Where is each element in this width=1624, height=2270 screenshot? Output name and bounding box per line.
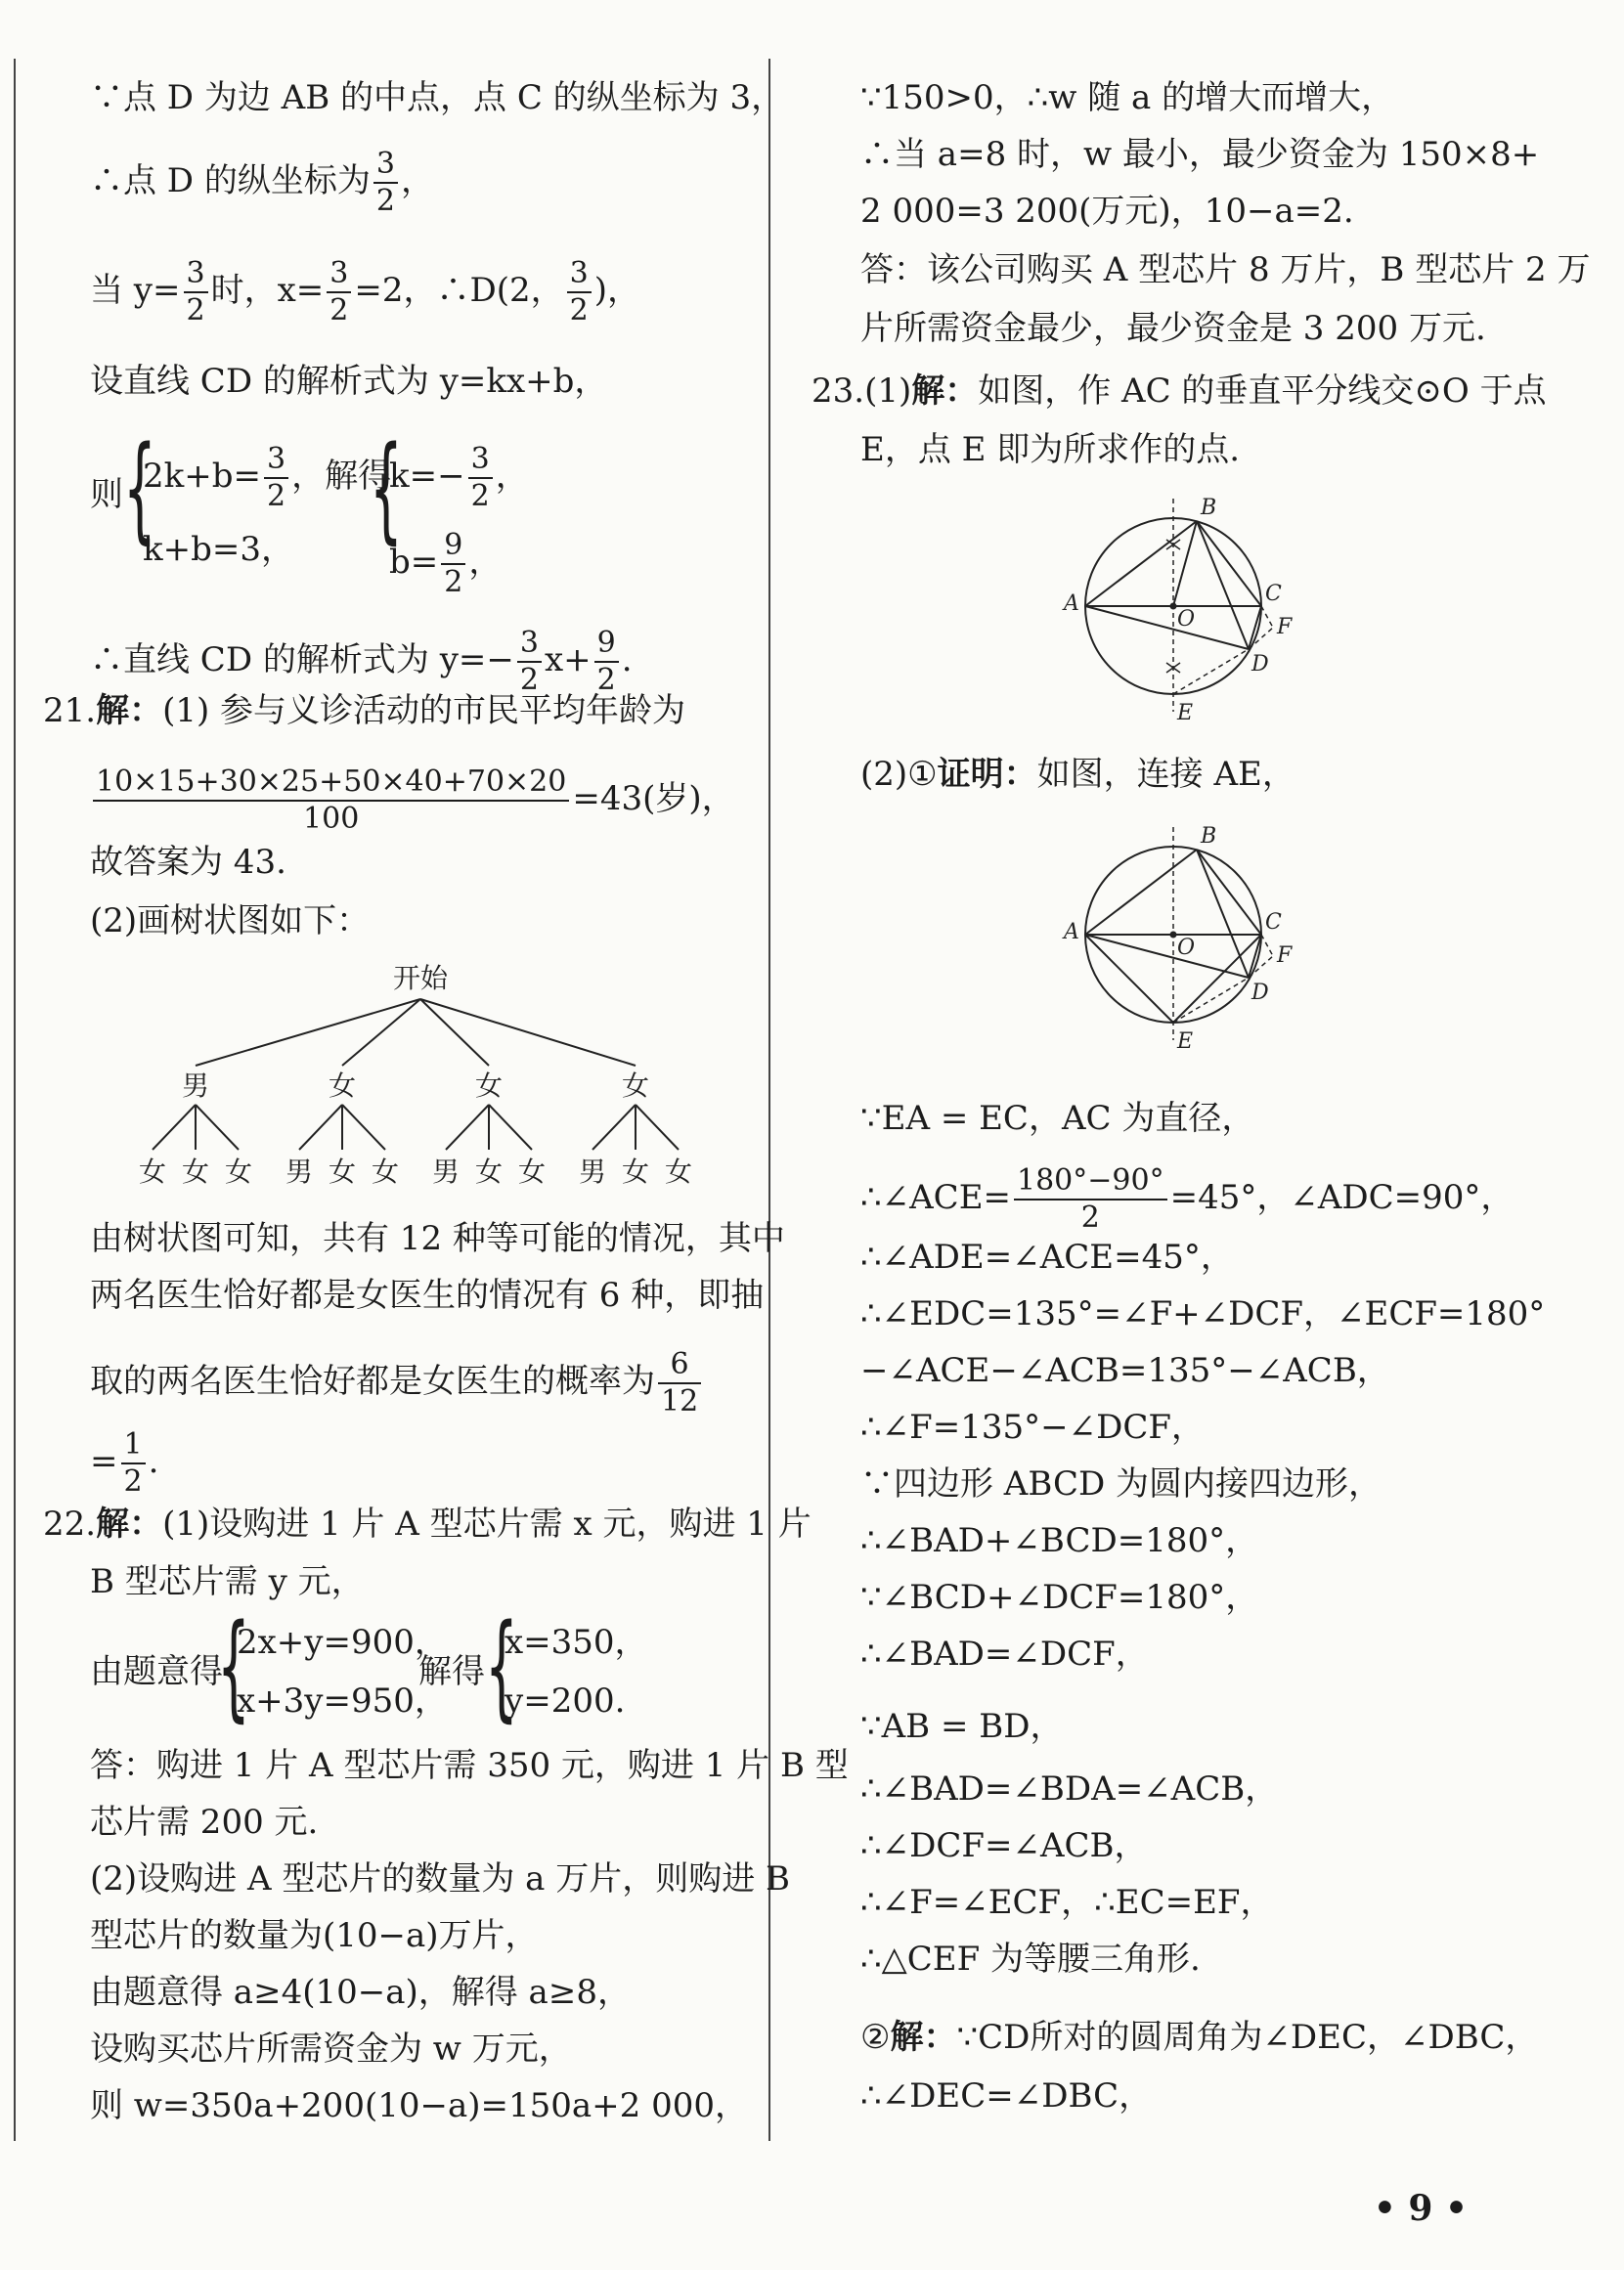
point-label: B (1201, 824, 1217, 849)
tree-leaf: 女 (664, 1156, 693, 1188)
fraction: $\frac{10\times 15+30\times 25+50\times 40+70\times 20}{100}$ (93, 764, 569, 837)
point-label: O (1177, 936, 1196, 960)
line: k+b=3， (143, 530, 294, 569)
line: 21.解：(1) 参与义诊活动的市民平均年龄为 (43, 691, 686, 730)
line: 答：购进 1 片 A 型芯片需 350 元，购进 1 片 B 型 (90, 1746, 849, 1785)
line: ∴∠BAD=∠BDA=∠ACB， (860, 1769, 1279, 1809)
tree-leaf: 男 (431, 1156, 461, 1188)
tree-node: 女 (474, 1070, 504, 1102)
fraction: $\frac{180^\circ-90^\circ}{2}$ (1014, 1163, 1167, 1236)
geometry-figure-2 (1056, 808, 1310, 1062)
line: = $\frac{1}{2}$ . (90, 1427, 159, 1499)
line: −∠ACE−∠ACB=135°−∠ACB， (860, 1351, 1390, 1390)
point-label: E (1177, 701, 1194, 725)
point-label: C (1265, 910, 1282, 935)
line: k=− $\frac{3}{2}$ ， (389, 442, 529, 513)
point-label: A (1064, 920, 1079, 944)
line: 当 y= $\frac{3}{2}$ 时，x= $\frac{3}{2}$ =2，∴D(2， $\frac{3}{2}$ )， (90, 256, 641, 327)
tree-root: 开始 (392, 962, 449, 994)
line: ∴∠F=∠ECF，∴EC=EF， (860, 1883, 1274, 1922)
line: 2k+b= $\frac{3}{2}$ ，解得 (143, 442, 392, 513)
line: x=350， (505, 1623, 648, 1662)
fraction: $\frac{3}{2}$ (468, 442, 493, 514)
line: ∵AB = BD， (860, 1707, 1064, 1746)
point-label: A (1064, 591, 1079, 616)
line: ∵150>0，∴w 随 a 的增大而增大， (860, 78, 1395, 117)
line: 则 w=350a+200(10−a)=150a+2 000， (90, 2086, 748, 2125)
line: ∴点 D 的纵坐标为 $\frac{3}{2}$ ， (90, 147, 434, 218)
fraction: $\frac{3}{2}$ (264, 442, 288, 514)
line: b= $\frac{9}{2}$ ， (389, 528, 503, 599)
fraction: $\frac{3}{2}$ (517, 626, 542, 698)
brace: { (217, 1598, 250, 1733)
line: ∵点 D 为边 AB 的中点，点 C 的纵坐标为 3， (90, 78, 785, 117)
line: 片所需资金最少，最少资金是 3 200 万元. (860, 309, 1486, 348)
tree-node: 男 (181, 1070, 210, 1102)
line: 答：该公司购买 A 型芯片 8 万片，B 型芯片 2 万 (860, 250, 1591, 289)
line: ∵EA = EC，AC 为直径， (860, 1099, 1255, 1138)
line: B 型芯片需 y 元， (90, 1562, 365, 1601)
line: ∴∠BAD=∠DCF， (860, 1635, 1149, 1674)
line: ∴∠ADE=∠ACE=45°， (860, 1238, 1234, 1277)
fraction: $\frac{9}{2}$ (594, 626, 619, 698)
line: (2)设购进 A 型芯片的数量为 a 万片，则购进 B (90, 1859, 791, 1899)
line: 由树状图可知，共有 12 种等可能的情况，其中 (90, 1219, 785, 1258)
page-number: • 9 • (1373, 2188, 1468, 2229)
tree-leaf: 女 (371, 1156, 400, 1188)
line: 由题意得 a≥4(10−a)，解得 a≥8， (90, 1973, 631, 2012)
tree-leaf: 女 (138, 1156, 167, 1188)
line: 22.解：(1)设购进 1 片 A 型芯片需 x 元，购进 1 片 (43, 1505, 812, 1544)
line: ∴∠EDC=135°=∠F+∠DCF，∠ECF=180° (860, 1294, 1546, 1333)
tree-leaf: 男 (285, 1156, 314, 1188)
line: ∴△CEF 为等腰三角形. (860, 1940, 1201, 1979)
line: 2 000=3 200(万元)，10−a=2. (860, 192, 1354, 231)
line: ∴∠F=135°−∠DCF， (860, 1408, 1205, 1447)
tree-leaf: 女 (224, 1156, 253, 1188)
left-margin-rule (14, 59, 16, 2141)
line: ∵四边形 ABCD 为圆内接四边形， (860, 1464, 1383, 1504)
line: 设直线 CD 的解析式为 y=kx+b， (90, 362, 608, 401)
column-divider (768, 59, 770, 2141)
line: ∴∠DCF=∠ACB， (860, 1826, 1148, 1865)
line: 芯片需 200 元. (90, 1803, 319, 1842)
line: 23.(1)解：如图，作 AC 的垂直平分线交⊙O 于点 (812, 371, 1547, 411)
point-label: O (1177, 607, 1196, 632)
line: 型芯片的数量为(10−a)万片， (90, 1916, 539, 1955)
line: ∴∠BAD+∠BCD=180°， (860, 1521, 1259, 1560)
fraction: $\frac{6}{12}$ (658, 1347, 701, 1419)
line: ∴∠DEC=∠DBC， (860, 2076, 1153, 2116)
line: ∵∠BCD+∠DCF=180°， (860, 1578, 1259, 1617)
tree-leaf: 女 (328, 1156, 357, 1188)
tree-leaf: 女 (181, 1156, 210, 1188)
point-label: B (1201, 496, 1217, 520)
point-label: D (1251, 652, 1269, 677)
line: $\frac{10\times 15+30\times 25+50\times 40+70\times 20}{100}$ =43(岁)， (90, 764, 735, 837)
line: 取的两名医生恰好都是女医生的概率为 $\frac{6}{12}$ (90, 1347, 704, 1419)
line: E，点 E 即为所求作的点. (860, 430, 1241, 469)
brace: { (370, 420, 403, 555)
line: 由题意得 (90, 1652, 223, 1691)
tree-leaf: 男 (578, 1156, 607, 1188)
line: x+3y=950， (237, 1681, 448, 1721)
geometry-figure-1 (1056, 479, 1310, 733)
line: 2x+y=900， (237, 1623, 448, 1662)
fraction: $\frac{1}{2}$ (121, 1427, 146, 1500)
line: 两名医生恰好都是女医生的情况有 6 种，即抽 (90, 1276, 765, 1315)
line: 则 (90, 475, 123, 514)
line: ∴∠ACE= $\frac{180^\circ-90^\circ}{2}$ =45°，∠ADC=90°， (860, 1163, 1514, 1235)
line: 解得 (418, 1652, 485, 1691)
line: y=200. (505, 1681, 626, 1721)
point-label: C (1265, 582, 1282, 606)
tree-node: 女 (328, 1070, 357, 1102)
fraction: $\frac{3}{2}$ (373, 147, 398, 219)
fraction: $\frac{3}{2}$ (567, 256, 592, 328)
line: 故答案为 43. (90, 843, 286, 882)
point-label: E (1177, 1029, 1194, 1054)
line: (2)①证明：如图，连接 AE， (860, 755, 1295, 794)
line: ∴当 a=8 时，w 最小，最少资金为 150×8+ (860, 135, 1540, 174)
line: 设购买芯片所需资金为 w 万元， (90, 2030, 572, 2069)
tree-leaf: 女 (621, 1156, 650, 1188)
brace: { (123, 420, 156, 555)
line: ∴直线 CD 的解析式为 y=− $\frac{3}{2}$ x+ $\frac{9}{2}$ . (90, 626, 633, 697)
brace: { (485, 1598, 518, 1733)
tree-leaf: 女 (474, 1156, 504, 1188)
fraction: $\frac{9}{2}$ (441, 528, 465, 600)
point-label: F (1277, 943, 1293, 968)
fraction: $\frac{3}{2}$ (327, 256, 351, 328)
fraction: $\frac{3}{2}$ (184, 256, 208, 328)
line: ②解：∵CD所对的圆周角为∠DEC，∠DBC， (860, 2018, 1539, 2057)
point-label: D (1251, 981, 1269, 1005)
tree-node: 女 (621, 1070, 650, 1102)
point-label: F (1277, 615, 1293, 639)
tree-diagram (137, 958, 704, 1193)
line: (2)画树状图如下： (90, 901, 371, 940)
tree-leaf: 女 (517, 1156, 547, 1188)
